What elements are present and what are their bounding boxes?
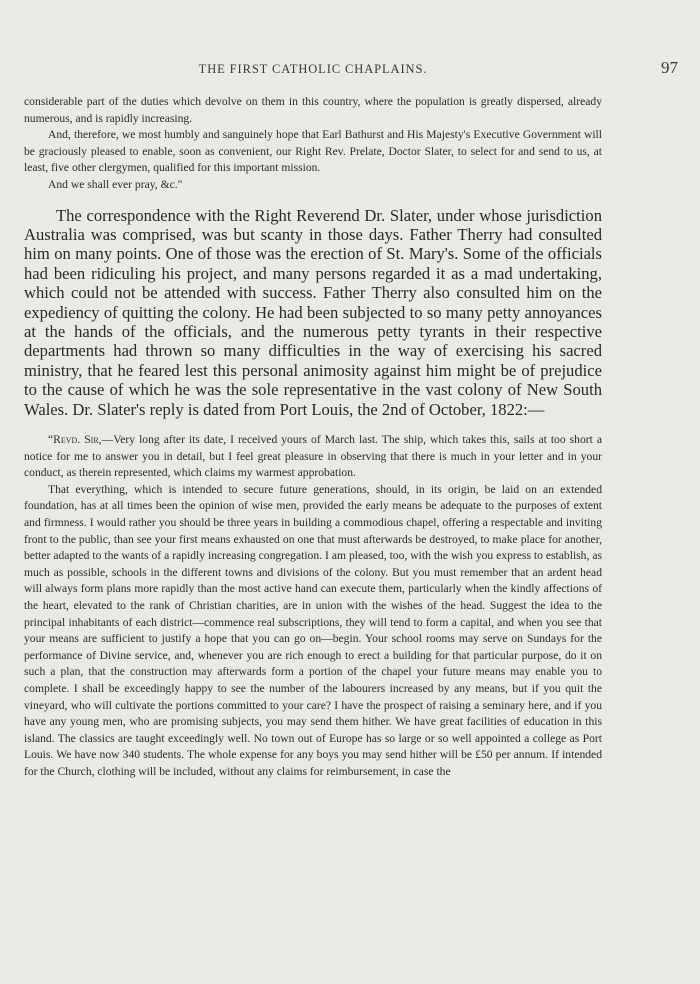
letter-paragraph-2: That everything, which is intended to secure future generations, should, in its origin, be laid on an extended foundation, has at all times been the opinion of wise men, provided the early means be adequate to the purposes of extent and firmness. I would rather you should be three years in building a commodious chapel, offering a respectable and inviting front to the public, than see your first means exhausted on one that must afterwards be destroyed, to make place for another, better adapted to the wants of a rapidly increasing congregation. I am pleased, too, with the wish you express to establish, as much as possible, schools in the different towns and divisions of the colony. But you must remember that an ardent head will always form plans more rapidly than the most active hand can execute them, particularly when the kindly affections of the heart, elevated to the rank of Christian charities, are in union with the wishes of the head. Suggest the idea to the principal inhabitants of each district—commence real subscriptions, they will tend to form a capital, and when you see that your means are sufficient to justify a hope that you can go on—begin. Your school rooms may serve on Sundays for the performance of Divine service, and, whenever you are rich enough to erect a building for that particular purpose, do it on such a plan, that the construction may afterwards form a portion of the chapel your future means may enable you to complete. I shall be exceedingly happy to see the number of the labourers increased by any means, but if you quit the vineyard, who will cultivate the portions committed to your care? I have the prospect of raising a seminary here, and if you have any young men, who are promising subjects, you may send them hither. We have great facilities of education in this island. The classics are taught exceedingly well. No town out of Europe has so large or so well appointed a college as Port Louis. We have now 340 students. The whole expense for any boys you may send hither will be £50 per annum. If intended for the Church, clothing will be included, without any claims for reimbursement, in case the xyxy=(24,482,602,778)
page-content xyxy=(24,94,602,781)
petition-closing: And we shall ever pray, &c." xyxy=(48,177,183,191)
narrative-paragraph: The correspondence with the Right Reverend Dr. Slater, under whose jurisdiction Australia was comprised, was but scanty in those days. Father Therry had consulted him on many points. One of those was the erection of St. Mary's. Some of the officials had been ridiculing his project, and many persons regarded it as a mad undertaking, which could not be attended with success. Father Therry also consulted him on the expediency of quitting the colony. He had been subjected to so many petty annoyances at the hands of the officials, and the numerous petty tyrants in their respective departments had thrown so many difficulties in the way of exercising his sacred ministry, that he feared lest this personal animosity against him might be of prejudice to the cause of which he was the sole representative in the vast colony of New South Wales. Dr. Slater's reply is dated from Port Louis, the 2nd of October, 1822:— xyxy=(24,205,602,419)
letter-paragraph-1-text: —Very long after its date, I received yours of March last. The ship, which takes this, sails at too short a notice for me to answer you in detail, but I feel great pleasure in observing that there is much in your letter and in your conduct, as therein represented, which claims my warmest approbation. xyxy=(24,433,602,480)
letter-paragraph-1 xyxy=(24,432,602,482)
page-header xyxy=(24,58,678,82)
page-number: 97 xyxy=(661,58,678,77)
letter-salutation: Revd. Sir, xyxy=(53,433,102,447)
petition-paragraph-1: considerable part of the duties which devolve on them in this country, where the population is greatly dispersed, already numerous, and is rapidly increasing. xyxy=(24,95,602,125)
running-title: THE FIRST CATHOLIC CHAPLAINS. xyxy=(198,62,428,76)
petition-paragraph-2: And, therefore, we most humbly and sanguinely hope that Earl Bathurst and His Majesty's Executive Government will be graciously pleased to enable, soon as convenient, our Right Rev. Prelate, Doctor Slater, to select for and send to us, at least, five other clergymen, qualified for this important mission. xyxy=(24,128,602,175)
opening-quote: “ xyxy=(48,433,54,447)
